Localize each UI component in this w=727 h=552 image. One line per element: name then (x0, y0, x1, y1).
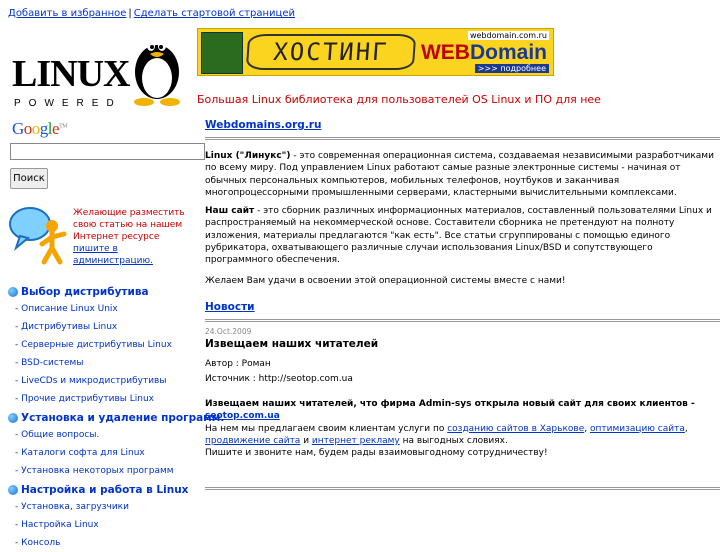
intro-bold: Linux ("Линукс") (205, 151, 291, 161)
tux-logo-icon (10, 26, 196, 112)
search-button[interactable]: Поиск (10, 168, 48, 189)
optimization-link[interactable]: оптимизацию сайта (589, 423, 685, 434)
sidebar-item[interactable]: - Настройка Linux (15, 520, 99, 530)
about-bold: Наш сайт (205, 206, 255, 217)
site-creation-link[interactable]: созданию сайтов в Харькове (447, 423, 585, 434)
divider (205, 137, 720, 140)
separator: | (128, 8, 132, 19)
news-source: Источник : http://seotop.com.ua (205, 373, 353, 384)
globe-icon (8, 413, 18, 423)
brand-part-a: WEB (420, 41, 470, 64)
promotion-link[interactable]: продвижение сайта (205, 435, 301, 446)
site-link[interactable]: Webdomains.org.ru (205, 119, 322, 131)
sidebar-nav (8, 282, 225, 552)
sidebar-item[interactable]: - Описание Linux Unix (15, 304, 118, 314)
sidebar-item[interactable]: - Консоль (15, 538, 61, 548)
seotop-link[interactable]: seotop.com.ua (205, 411, 280, 422)
promo-contact-link[interactable]: пишите в администрацию. (73, 244, 153, 266)
globe-icon (8, 287, 18, 297)
intro-paragraph (205, 150, 720, 199)
intro-text: - это современная операционная система, создаваемая независимыми разработчиками по всему миру. Под управлением Linux работают самые разные электронные системы - начиная от обычных персональных компьютеров, мобильных телефонов, ноутбуков и заканчивая многопроцессорными промышленными серверами, кластерными вычислительными комплексами. (205, 151, 714, 198)
banner-domain: webdomain.com.ru (469, 31, 547, 40)
news-and: и (300, 435, 312, 446)
banner-more: >>> подробнее (475, 64, 549, 73)
news-title: Извещаем наших читателей (205, 337, 379, 350)
news-link[interactable]: Новости (205, 300, 255, 313)
about-text: - это сборник различных информационных материалов, составленный пользователями Linux и распространяемый на некоммерческой основе. Составители сборника не претендуют на полноту изложения, материалы предлагаются "как есть". Все статьи сгруппированы с помощью единого рубрикатора, охватывающего различные случаи использования Linux/BSD и сопутствующего программного обеспечения. (205, 206, 712, 266)
sidebar-section-install[interactable] (8, 409, 225, 426)
section-title: Выбор дистрибутива (21, 285, 149, 298)
sidebar-item[interactable]: - Серверные дистрибутивы Linux (15, 340, 172, 350)
logo-subtitle: POWERED (14, 98, 122, 109)
promo-message: Желающие разместить свою статью на нашем Интернет ресурсе (73, 208, 185, 242)
section-title: Установка и удаление программ. (21, 411, 225, 424)
site-tagline: Большая Linux библиотека для пользователей OS Linux и ПО для нее (197, 93, 601, 106)
main-content (205, 113, 720, 490)
search-input[interactable] (10, 143, 205, 160)
banner-brand (421, 41, 547, 65)
top-links (8, 8, 295, 19)
globe-icon (8, 485, 18, 495)
news-author: Автор : Роман (205, 358, 271, 369)
sidebar-item[interactable]: - Общие вопросы. (15, 430, 100, 440)
divider (205, 319, 720, 322)
sidebar-item[interactable]: - Каталоги софта для Linux (15, 448, 145, 458)
banner-logo-icon (201, 32, 243, 74)
sidebar-item[interactable]: - Установка некоторых программ (15, 466, 174, 476)
banner-hosting-text: ХОСТИНГ (246, 34, 417, 70)
sidebar-item[interactable]: - Дистрибутивы Linux (15, 322, 118, 332)
linux-powered-logo[interactable] (10, 26, 196, 112)
section-title: Настройка и работа в Linux (21, 483, 189, 496)
sidebar-item[interactable]: - BSD-системы (15, 358, 84, 368)
sidebar-section-distro[interactable] (8, 283, 204, 300)
ads-link[interactable]: интернет рекламу (311, 435, 400, 446)
news-sep: , (684, 423, 688, 434)
wish-paragraph: Желаем Вам удачи в освоении этой операционной системы вместе с нами! (205, 275, 566, 286)
add-favorites-link[interactable]: Добавить в избранное (8, 8, 127, 19)
hosting-banner[interactable] (197, 28, 554, 76)
news-sep: , (584, 423, 590, 434)
news-text: на выгодных словиях. (399, 435, 508, 446)
sidebar-section-setup[interactable] (8, 481, 204, 498)
about-paragraph (205, 205, 720, 266)
news-closing: Пишите и звоните нам, будем рады взаимовыгодному сотрудничеству! (205, 448, 548, 459)
make-homepage-link[interactable]: Сделать стартовой страницей (133, 8, 295, 19)
brand-part-b: Domain (469, 41, 547, 64)
sidebar-item[interactable]: - LiveCDs и микродистрибутивы (15, 376, 167, 386)
chat-person-icon (8, 204, 72, 268)
google-logo: Google™ (12, 119, 68, 138)
logo-wordmark: LINUX (12, 53, 130, 95)
sidebar-item[interactable]: - Прочие дистрибутивы Linux (15, 394, 154, 404)
news-bold: Извещаем наших читателей, что фирма Admin-sys открыла новый сайт для своих клиентов - (205, 398, 695, 409)
news-text: На нем мы предлагаем своим клиентам услуги по (205, 423, 448, 434)
news-date: 24.Oct.2009 (205, 326, 252, 336)
sidebar-item[interactable]: - Установка, загрузчики (15, 502, 129, 512)
promo-text (73, 207, 198, 267)
divider (205, 487, 720, 490)
news-body (205, 398, 720, 459)
